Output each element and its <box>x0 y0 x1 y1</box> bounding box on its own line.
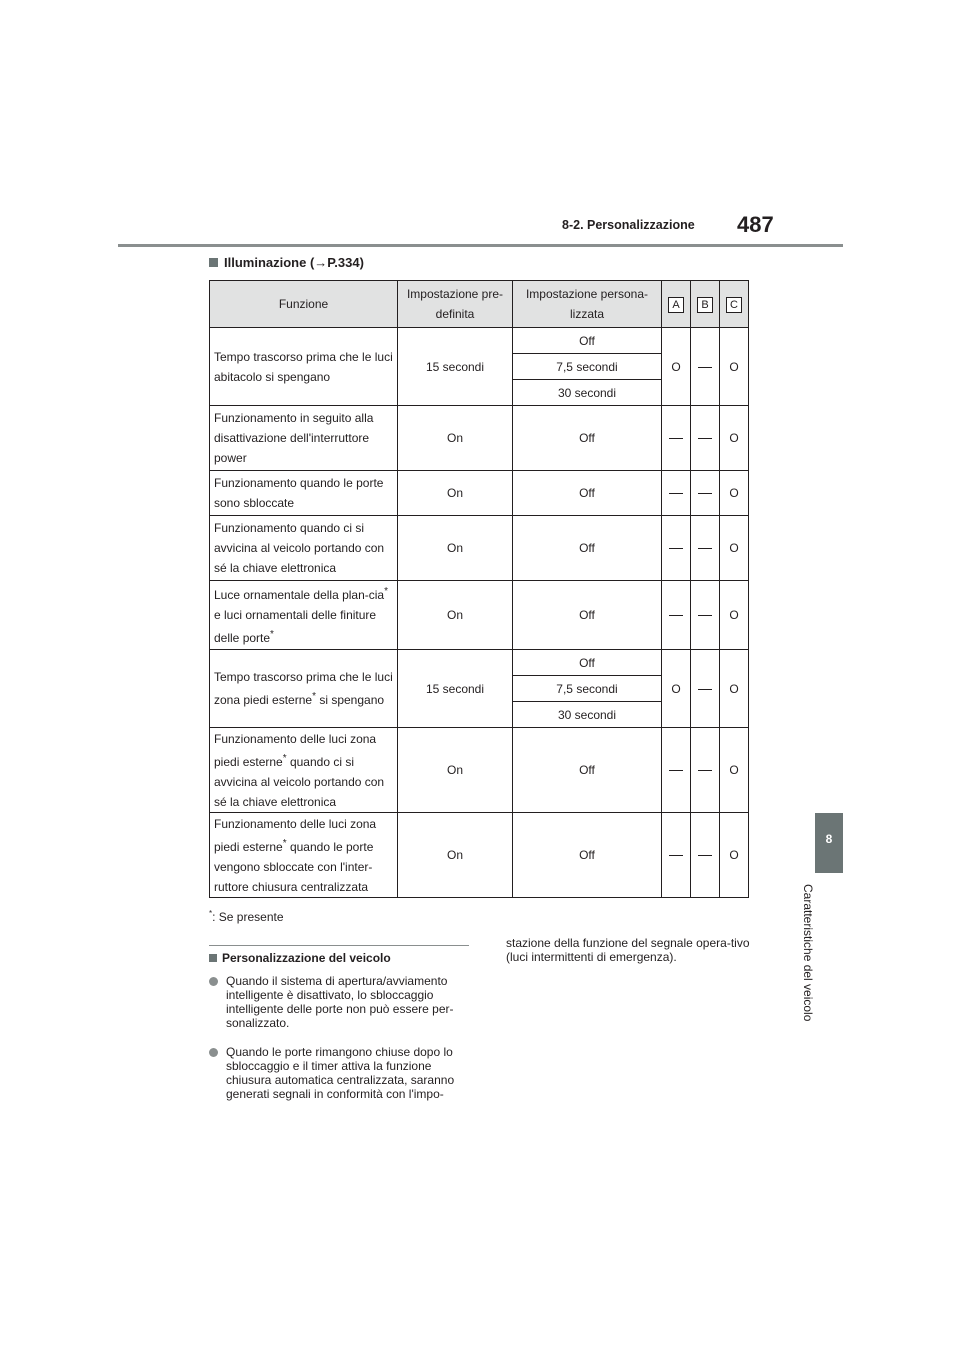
row-c: O <box>720 650 749 728</box>
row-option: 7,5 secondi <box>513 354 662 380</box>
section-title-label: Illuminazione ( <box>224 255 315 270</box>
row-a: O <box>662 650 691 728</box>
table-row <box>210 813 749 898</box>
row-b <box>691 516 720 581</box>
chapter-title: Caratteristiche del veicolo <box>801 884 815 1022</box>
row-option: 7,5 secondi <box>513 676 662 702</box>
page-reference-link[interactable]: P.334) <box>327 255 364 270</box>
header-a <box>662 281 691 328</box>
row-c: O <box>720 406 749 471</box>
dash-mark <box>698 548 712 549</box>
row-predefinita: On <box>398 581 513 650</box>
notes-continuation: stazione della funzione del segnale opera-tivo (luci intermittenti di emergenza). <box>506 936 750 964</box>
row-a: O <box>662 328 691 406</box>
dash-mark <box>698 770 712 771</box>
letter-b-box: B <box>697 297 713 313</box>
row-funzione: Funzionamento in seguito alla disattivazione dell'interruttore power <box>210 406 398 471</box>
table-row <box>210 728 749 813</box>
table-row <box>210 406 749 471</box>
letter-a-box: A <box>668 297 684 313</box>
row-b <box>691 406 720 471</box>
row-funzione: Funzionamento quando le porte sono sbloccate <box>210 471 398 516</box>
row-option: Off <box>513 406 662 471</box>
funzione-text: quando le porte vengono sbloccate con l'inter-ruttore chiusura centralizzata <box>214 839 374 894</box>
row-predefinita: On <box>398 728 513 813</box>
asterisk-mark: * <box>312 691 316 702</box>
bullet-text: Quando il sistema di apertura/avviamento intelligente è disattivato, lo sbloccaggio intelligente delle porte non può essere per-sonalizzato. <box>226 974 454 1030</box>
funzione-text: Tempo trascorso prima che le luci zona piedi esterne <box>214 670 393 707</box>
bullet-text: Quando le porte rimangono chiuse dopo lo sbloccaggio e il timer attiva la funzione chiusura automatica centralizzata, saranno generati segnali in conformità con l'impo- <box>226 1045 455 1101</box>
funzione-text: quando ci si avvicina al veicolo portando con sé la chiave elettronica <box>214 754 385 809</box>
row-option: 30 secondi <box>513 380 662 406</box>
row-funzione <box>210 650 398 728</box>
header-c <box>720 281 749 328</box>
list-item <box>209 1045 469 1101</box>
row-b <box>691 471 720 516</box>
row-funzione: Tempo trascorso prima che le luci abitacolo si spengano <box>210 328 398 406</box>
row-funzione <box>210 581 398 650</box>
header-b <box>691 281 720 328</box>
funzione-text: e luci ornamentali delle finiture delle porte <box>214 608 377 645</box>
row-c: O <box>720 813 749 898</box>
row-predefinita: On <box>398 516 513 581</box>
dash-mark <box>698 438 712 439</box>
row-funzione: Funzionamento quando ci si avvicina al veicolo portando con sé la chiave elettronica <box>210 516 398 581</box>
asterisk-mark: * <box>282 837 287 849</box>
row-option: Off <box>513 581 662 650</box>
dash-mark <box>698 689 712 690</box>
dash-mark <box>669 855 683 856</box>
row-c: O <box>720 328 749 406</box>
row-predefinita: On <box>398 813 513 898</box>
footnote-text: : Se presente <box>212 910 284 924</box>
dash-mark <box>698 855 712 856</box>
table-row <box>210 471 749 516</box>
dash-mark <box>669 548 683 549</box>
page-number: 487 <box>737 212 774 237</box>
funzione-text: si spengano <box>315 693 385 707</box>
chapter-title-vertical <box>795 884 823 1184</box>
arrow-icon: → <box>314 255 328 270</box>
dash-mark <box>669 493 683 494</box>
section-title <box>209 255 364 270</box>
customization-table <box>209 280 749 898</box>
table-row <box>210 328 749 354</box>
funzione-text: Funzionamento delle luci zona piedi esterne <box>214 816 377 854</box>
dash-mark <box>698 615 712 616</box>
dash-mark <box>669 615 683 616</box>
notes-title <box>209 951 391 965</box>
row-option: Off <box>513 516 662 581</box>
row-b <box>691 728 720 813</box>
row-option: Off <box>513 728 662 813</box>
row-b <box>691 581 720 650</box>
row-b <box>691 328 720 406</box>
asterisk-mark: * <box>384 586 389 597</box>
header-personalizzata: Impostazione persona-lizzata <box>513 281 662 328</box>
table-row <box>210 581 749 650</box>
asterisk-mark: * <box>270 629 274 640</box>
funzione-text: Luce ornamentale della plan-cia <box>214 588 385 602</box>
row-funzione <box>210 728 398 813</box>
dash-mark <box>669 770 683 771</box>
dash-mark <box>698 493 712 494</box>
row-option: Off <box>513 813 662 898</box>
row-predefinita: On <box>398 471 513 516</box>
notes-title-label: Personalizzazione del veicolo <box>222 951 391 965</box>
header-funzione: Funzione <box>210 281 398 328</box>
asterisk-mark: * <box>282 752 287 764</box>
dash-mark <box>669 438 683 439</box>
dash-mark <box>698 367 712 368</box>
row-a <box>662 813 691 898</box>
row-c: O <box>720 581 749 650</box>
row-c: O <box>720 516 749 581</box>
row-option: Off <box>513 328 662 354</box>
row-b <box>691 650 720 728</box>
row-predefinita: 15 secondi <box>398 650 513 728</box>
section-square-icon <box>209 258 218 267</box>
row-b <box>691 813 720 898</box>
bullet-dot-icon <box>209 977 218 986</box>
row-funzione <box>210 813 398 898</box>
row-c: O <box>720 471 749 516</box>
row-a <box>662 581 691 650</box>
letter-c-box: C <box>726 297 742 313</box>
table-row <box>210 516 749 581</box>
notes-divider <box>209 945 469 946</box>
footnote-mark: * <box>209 909 213 918</box>
row-predefinita: On <box>398 406 513 471</box>
row-c: O <box>720 728 749 813</box>
row-option: 30 secondi <box>513 702 662 728</box>
row-a <box>662 728 691 813</box>
notes-square-icon <box>209 954 217 962</box>
table-row <box>210 650 749 676</box>
row-a <box>662 516 691 581</box>
chapter-number: 8 <box>825 832 833 846</box>
header-predefinita: Impostazione pre-definita <box>398 281 513 328</box>
row-option: Off <box>513 471 662 516</box>
header-divider <box>118 244 843 247</box>
footnote <box>209 909 284 924</box>
bullet-dot-icon <box>209 1048 218 1057</box>
row-option: Off <box>513 650 662 676</box>
section-header: 8-2. Personalizzazione <box>562 218 695 232</box>
row-a <box>662 471 691 516</box>
row-a <box>662 406 691 471</box>
row-predefinita: 15 secondi <box>398 328 513 406</box>
funzione-text: Funzionamento delle luci zona piedi esterne <box>214 731 377 769</box>
table-header-row <box>210 281 749 328</box>
list-item <box>209 974 469 1030</box>
